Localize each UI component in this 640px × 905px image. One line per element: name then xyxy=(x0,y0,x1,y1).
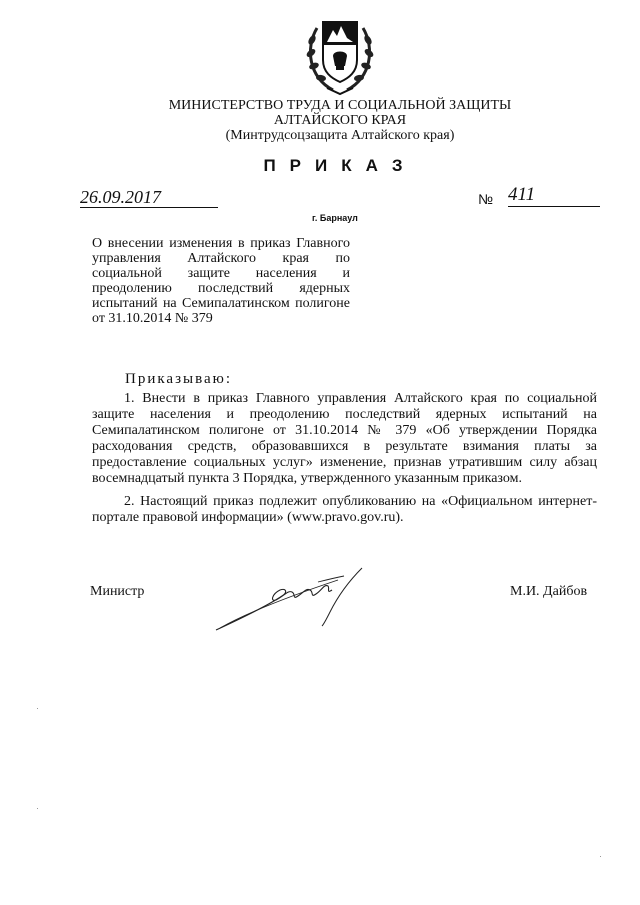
signer-name: М.И. Дайбов xyxy=(510,584,588,599)
coat-of-arms-emblem xyxy=(303,8,377,96)
order-city: г. Барнаул xyxy=(312,213,358,223)
order-number: 411 xyxy=(508,186,600,207)
handwritten-signature xyxy=(212,566,367,632)
scan-speck xyxy=(37,808,38,809)
signer-position: Министр xyxy=(90,584,145,599)
ministry-name-line1: МИНИСТЕРСТВО ТРУДА И СОЦИАЛЬНОЙ ЗАЩИТЫ xyxy=(168,98,512,113)
scan-speck xyxy=(600,856,601,857)
ministry-name-line2: АЛТАЙСКОГО КРАЯ xyxy=(273,113,407,128)
order-directive: Приказываю: xyxy=(125,371,232,387)
order-date: 26.09.2017 xyxy=(80,188,218,208)
order-number-label: № xyxy=(478,191,494,207)
scan-speck xyxy=(37,708,38,709)
order-paragraph-1: 1. Внести в приказ Главного управления Алтайского края по социальной защите населения и преодолению последствий ядерных испытаний на Семипалатинском полигоне от 31.10.2014 № 379 «Об утверждении Порядка расходования средств, образовавшихся в результате взимания платы за предоставление социальных услуг» изменение, признав утратившим силу абзац восемнадцатый пункта 3 Порядка, утвержденного указанным приказом. xyxy=(92,391,597,486)
document-title: ПРИКАЗ xyxy=(263,156,417,175)
order-subject: О внесении изменения в приказ Главного управления Алтайского края по социальной защите населения и преодолению последствий ядерных испытаний на Семипалатинском полигоне от 31.10.2014 № 379 xyxy=(92,236,350,326)
ministry-short-name: (Минтрудсоцзащита Алтайского края) xyxy=(225,128,455,143)
order-paragraph-2: 2. Настоящий приказ подлежит опубликованию на «Официальном интернет-портале правовой информации» (www.pravo.gov.ru). xyxy=(92,494,597,525)
